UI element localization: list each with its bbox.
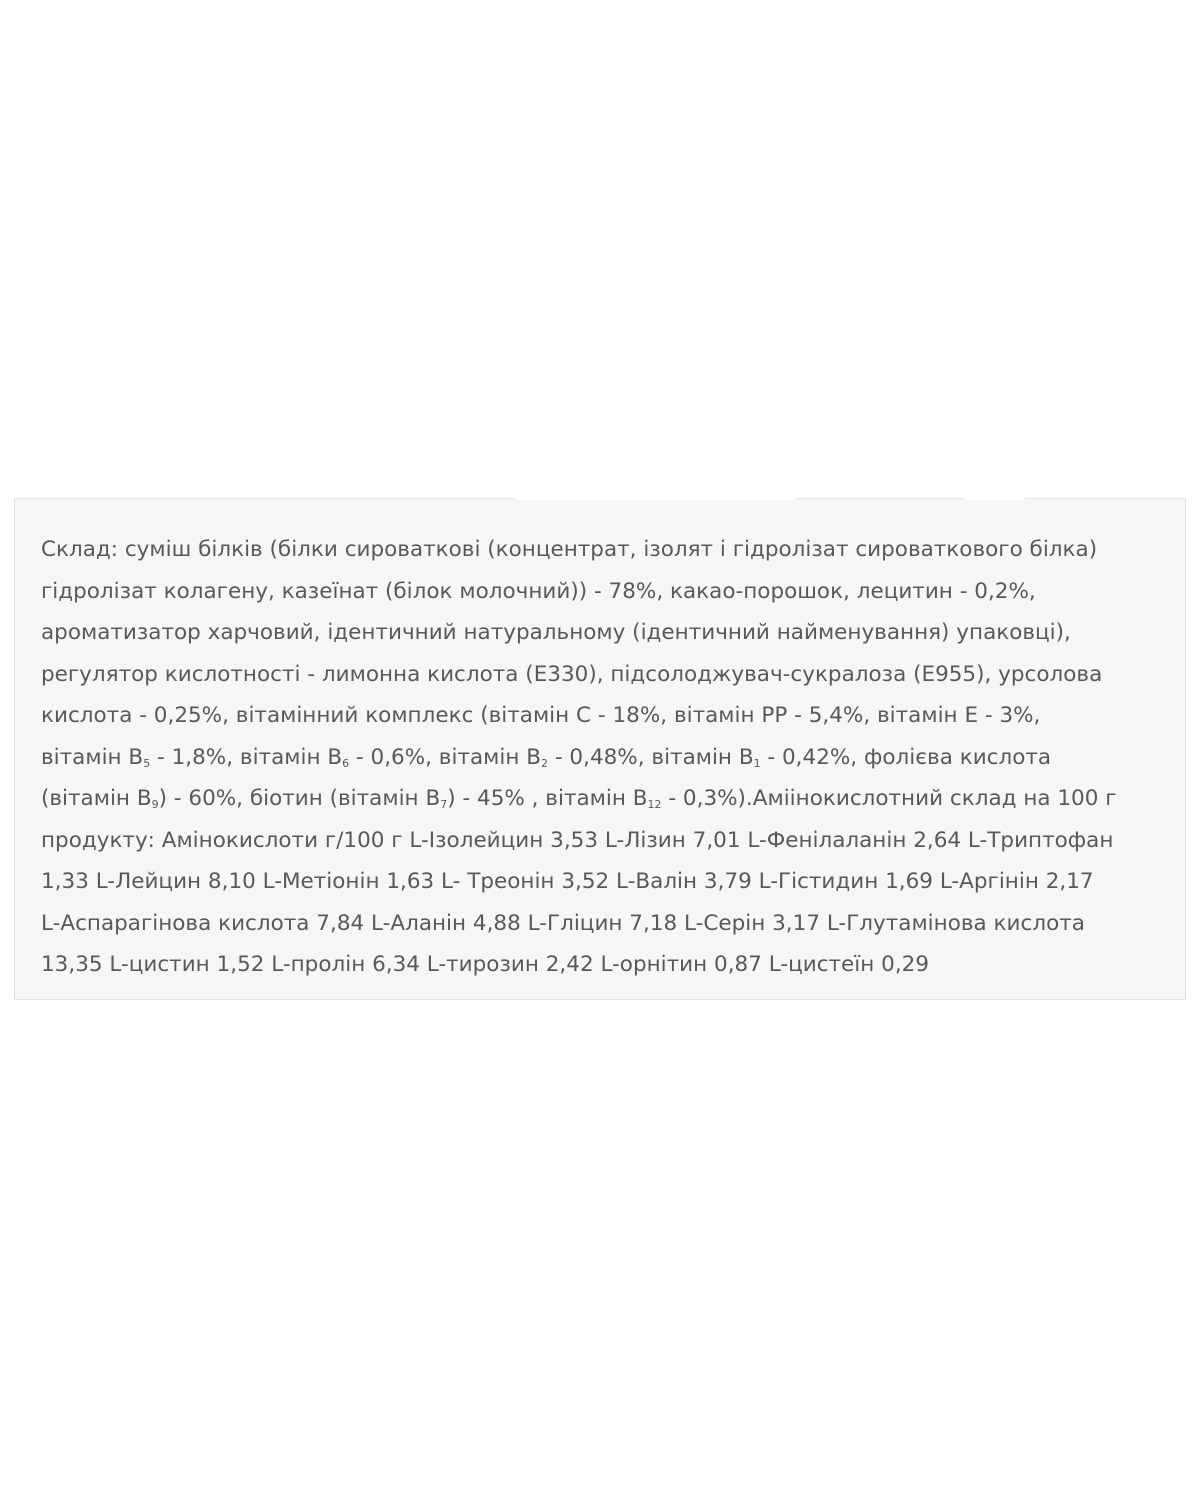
subscript: 5 (143, 756, 151, 770)
text-fragment: - 0,42%, фолієва кислота (760, 744, 1052, 770)
panel-border-gap (515, 498, 795, 500)
text-fragment: - 0,6%, вітамін B (349, 744, 541, 770)
panel-border-gap (965, 498, 1025, 500)
subscript: 1 (753, 756, 761, 770)
subscript: 7 (440, 798, 448, 811)
text-fragment: (вітамін B (41, 786, 152, 811)
composition-line: гідролізат колагену, казеїнат (білок молочний)) - 78%, какао-порошок, лецитин - 0,2%, (41, 578, 1036, 604)
composition-line: 13,35 L-цистин 1,52 L-пролін 6,34 L-тирозин 2,42 L-орнітин 0,87 L-цистеїн 0,29 (41, 952, 930, 977)
subscript: 2 (541, 756, 548, 770)
composition-line: L-Аспарагінова кислота 7,84 L-Аланін 4,88 L-Гліцин 7,18 L-Серін 3,17 L-Глутамінова кислота (41, 910, 1085, 936)
composition-line: ароматизатор харчовий, ідентичний натуральному (ідентичний найменування) упаковці), (41, 620, 1071, 645)
composition-line: Склад: суміш білків (білки сироваткові (концентрат, ізолят і гідролізат сироваткового білка) (41, 537, 1098, 562)
text-fragment: ) - 60%, біотин (вітамін B (158, 786, 441, 811)
text-fragment: - 0,3%).Аміінокислотний склад на 100 г (661, 786, 1117, 811)
text-fragment: вітамін B (41, 744, 144, 770)
composition-line: кислота - 0,25%, вітамінний комплекс (вітамін С - 18%, вітамін РР - 5,4%, вітамін Е - 3%, (41, 703, 1041, 728)
text-fragment: ) - 45% , вітамін B (447, 786, 648, 811)
composition-panel (14, 498, 1186, 1000)
composition-line: продукту: Амінокислоти г/100 г L-Ізолейцин 3,53 L-Лізин 7,01 L-Фенілаланін 2,64 L-Триптофан (41, 827, 1114, 853)
composition-line-vitamins-b-2 (41, 778, 1181, 820)
subscript: 9 (151, 798, 159, 811)
text-fragment: - 1,8%, вітамін B (150, 744, 343, 770)
subscript: 12 (647, 798, 662, 811)
text-fragment: - 0,48%, вітамін B (548, 744, 754, 770)
subscript: 6 (342, 756, 350, 770)
composition-text (41, 529, 1181, 986)
composition-line: 1,33 L-Лейцин 8,10 L-Метіонін 1,63 L- Треонін 3,52 L-Валін 3,79 L-Гістидин 1,69 L-Аргінін 2,17 (41, 869, 1094, 894)
composition-line-vitamins-b (41, 737, 1181, 779)
composition-line: регулятор кислотності - лимонна кислота (Е330), підсолоджувач-сукралоза (Е955), урсолова (41, 661, 1103, 687)
